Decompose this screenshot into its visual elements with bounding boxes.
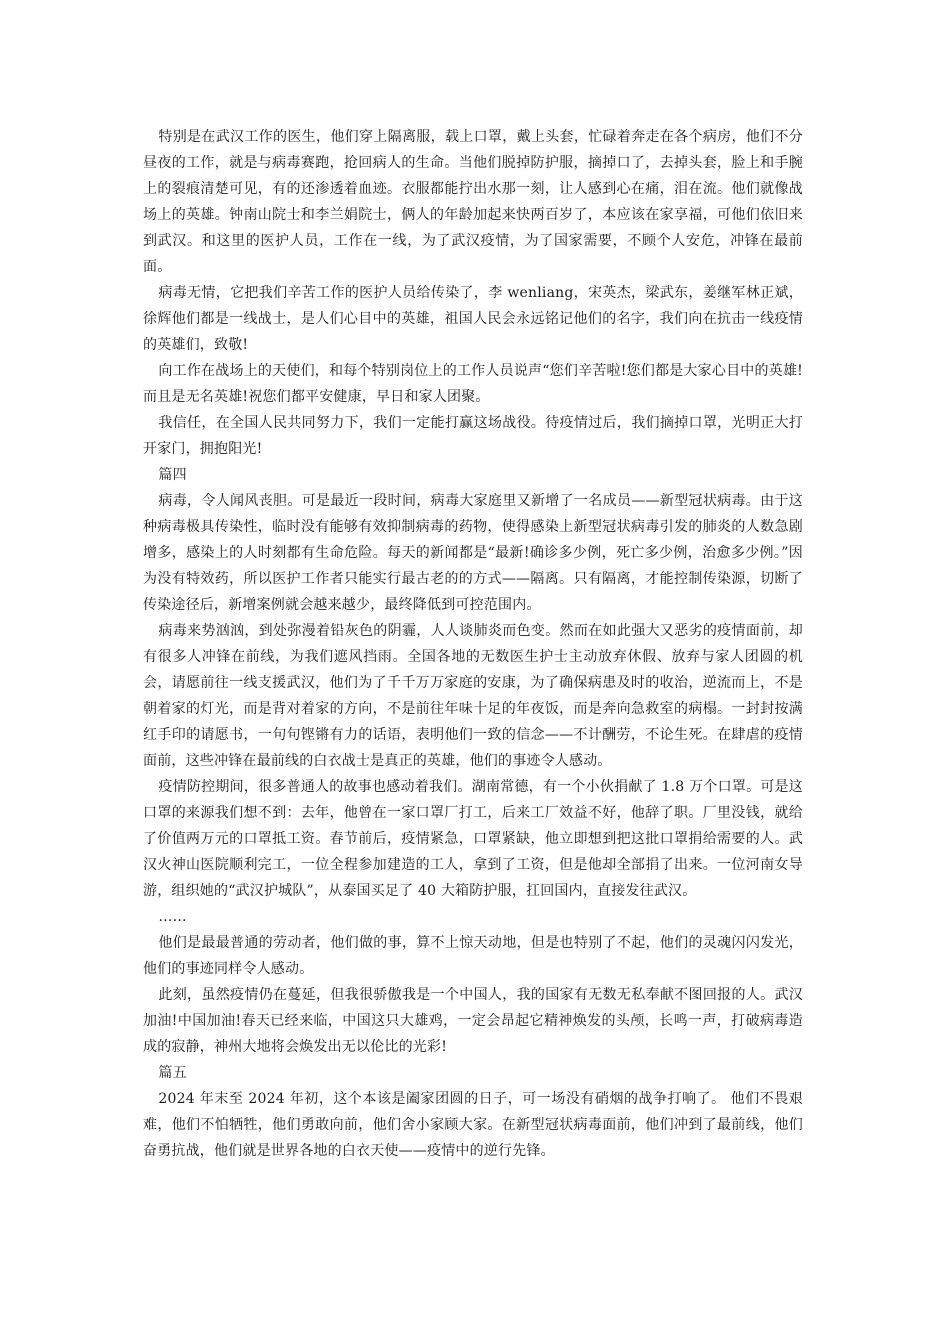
section-heading-four: 篇四 (158, 467, 187, 483)
section-heading-five: 篇五 (158, 1065, 187, 1081)
paragraph-confidence: 我信任，在全国人民共同努力下，我们一定能打赢这场战役。待疫情过后，我们摘掉口罩，光明正大打开家门，拥抱阳光! (143, 415, 803, 457)
paragraph-ordinary-workers: 他们是最最普通的劳动者，他们做的事，算不上惊天动地，但是也特别了不起，他们的灵魂闪闪发光，他们的事迹同样令人感动。 (143, 935, 803, 977)
document-body (143, 124, 803, 1164)
paragraph-frontline-heroes: 病毒来势汹汹，到处弥漫着铅灰色的阴霾，人人谈肺炎而色变。然而在如此强大又恶劣的疫情面前，却有很多人冲锋在前线，为我们遮风挡雨。全国各地的无数医生护士主动放弃休假、放弃与家人团圆的机会，请愿前往一线支援武汉，他们为了千千万万家庭的安康，为了确保病患及时的收治，逆流而上，不是朝着家的灯光，而是背对着家的方向，不是前往年味十足的年夜饭，而是奔向急救室的病榻。一封封按满红手印的请愿书，一句句铿锵有力的话语，表明他们一致的信念——不计酬劳，不论生死。在肆虐的疫情面前，这些冲锋在最前线的白衣战士是真正的英雄，他们的事迹令人感动。 (143, 623, 803, 769)
paragraph-doctors-in-wuhan: 特别是在武汉工作的医生，他们穿上隔离服，载上口罩，戴上头套，忙碌着奔走在各个病房，他们不分昼夜的工作，就是与病毒赛跑，抢回病人的生命。当他们脱掉防护服，摘掉口了，去掉头套，脸上和手腕上的裂痕清楚可见，有的还渗透着血迹。衣服都能拧出水那一刻，让人感到心在痛，泪在流。他们就像战场上的英雄。钟南山院士和李兰娟院士，俩人的年龄加起来快两百岁了，本应该在家享福，可他们依旧来到武汉。和这里的医护人员，工作在一线，为了武汉疫情，为了国家需要，不顾个人安危，冲锋在最前面。 (143, 129, 803, 275)
paragraph-ellipsis: …… (158, 909, 187, 925)
paragraph-retrograde-pioneers: 2024 年末至 2024 年初，这个本该是阖家团圆的日子，可一场没有硝烟的战争打响了。 他们不畏艰难，他们不怕牺牲，他们勇敢向前，他们舍小家顾大家。在新型冠状病毒面前，他们冲到了最前线，他们奋勇抗战，他们就是世界各地的白衣天使——疫情中的逆行先锋。 (143, 1091, 803, 1159)
paragraph-infected-medics: 病毒无情，它把我们辛苦工作的医护人员给传染了，李 wenliang，宋英杰，梁武东，姜继军林正斌，徐辉他们都是一线战士，是人们心目中的英雄，祖国人民会永远铭记他们的名字，我们向在抗击一线疫情的英雄们，致敬! (143, 285, 803, 353)
paragraph-virus-intro: 病毒，令人闻风丧胆。可是最近一段时间，病毒大家庭里又新增了一名成员——新型冠状病毒。由于这种病毒极具传染性，临时没有能够有效抑制病毒的药物，使得感染上新型冠状病毒引发的肺炎的人数急剧增多，感染上的人时刻都有生命危险。每天的新闻都是“最新!确诊多少例，死亡多少例，治愈多少例。”因为没有特效药，所以医护工作者只能实行最古老的的方式——隔离。只有隔离，才能控制传染源，切断了传染途径后，新增案例就会越来越少，最终降低到可控范围内。 (143, 493, 803, 613)
paragraph-thanks-angels: 向工作在战场上的天使们，和每个特别岗位上的工作人员说声“您们辛苦啦!您们都是大家心目中的英雄!而且是无名英雄!祝您们都平安健康，早日和家人团聚。 (143, 363, 803, 405)
paragraph-proud-chinese: 此刻，虽然疫情仍在蔓延，但我很骄傲我是一个中国人，我的国家有无数无私奉献不图回报的人。武汉加油!中国加油!春天已经来临，中国这只大雄鸡，一定会昂起它精神焕发的头颅，长鸣一声，打破病毒造成的寂静，神州大地将会焕发出无以伦比的光彩! (143, 987, 803, 1055)
paragraph-ordinary-people: 疫情防控期间，很多普通人的故事也感动着我们。湖南常德，有一个小伙捐献了 1.8 万个口罩。可是这口罩的来源我们想不到：去年，他曾在一家口罩厂打工，后来工厂效益不好，他辞了职。厂里没钱，就给了价值两万元的口罩抵工资。春节前后，疫情紧急，口罩紧缺，他立即想到把这批口罩捐给需要的人。武汉火神山医院顺利完工，一位全程参加建造的工人，拿到了工资，但是他却全部捐了出来。一位河南女导游，组织她的“武汉护城队”，从泰国买足了 40 大箱防护服，扛回国内，直接发往武汉。 (143, 779, 803, 899)
